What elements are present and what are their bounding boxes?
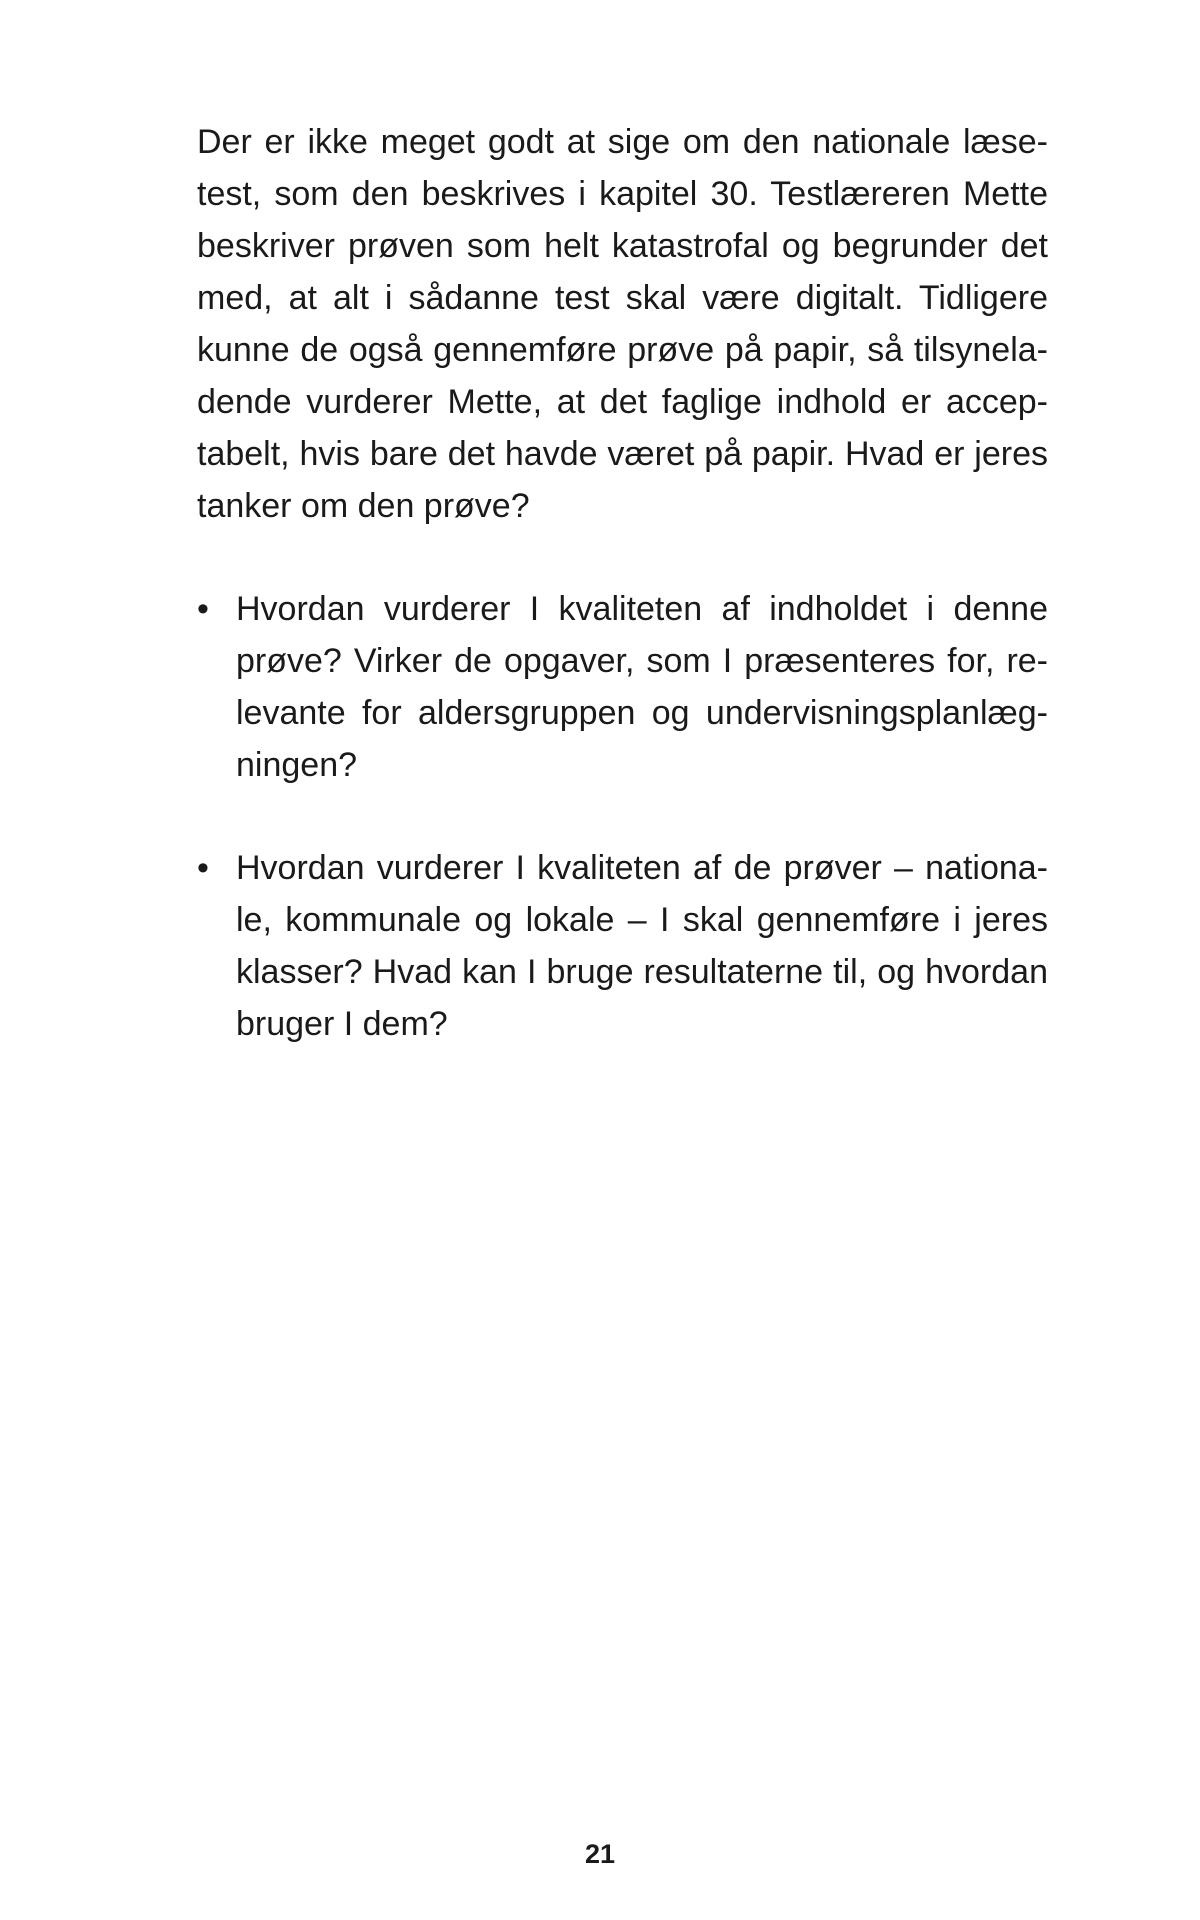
bullet-icon: • bbox=[197, 849, 209, 887]
bullet-line: levante for aldersgruppen og undervisningsplanlæg- bbox=[236, 694, 1048, 732]
paragraph-line: test, som den beskrives i kapitel 30. Testlæreren Mette bbox=[197, 175, 1048, 213]
paragraph-line: tabelt, hvis bare det havde været på papir. Hvad er jeres bbox=[197, 435, 1048, 473]
bullet-line: le, kommunale og lokale – I skal gennemføre i jeres bbox=[236, 901, 1048, 939]
intro-paragraph bbox=[197, 116, 1048, 532]
bullet-line: bruger I dem? bbox=[236, 1005, 448, 1043]
paragraph-line: tanker om den prøve? bbox=[197, 487, 530, 525]
bullet-icon: • bbox=[197, 590, 209, 628]
bullet-line: Hvordan vurderer I kvaliteten af de prøver – nationa- bbox=[236, 849, 1048, 887]
bullet-line: ningen? bbox=[236, 746, 358, 784]
bullet-item-quality-content bbox=[197, 583, 1048, 791]
bullet-line: klasser? Hvad kan I bruge resultaterne til, og hvordan bbox=[236, 953, 1048, 991]
paragraph-line: Der er ikke meget godt at sige om den nationale læse- bbox=[197, 123, 1048, 161]
paragraph-line: dende vurderer Mette, at det faglige indhold er accep- bbox=[197, 383, 1048, 421]
page-body bbox=[197, 116, 1048, 1050]
bullet-line: prøve? Virker de opgaver, som I præsenteres for, re- bbox=[236, 642, 1048, 680]
page-number: 21 bbox=[584, 1839, 616, 1869]
paragraph-line: med, at alt i sådanne test skal være digitalt. Tidligere bbox=[197, 279, 1048, 317]
bullet-item-quality-tests bbox=[197, 842, 1048, 1050]
paragraph-line: beskriver prøven som helt katastrofal og begrunder det bbox=[197, 227, 1048, 265]
bullet-line: Hvordan vurderer I kvaliteten af indholdet i denne bbox=[236, 590, 1048, 628]
paragraph-line: kunne de også gennemføre prøve på papir, så tilsynela- bbox=[197, 331, 1048, 369]
